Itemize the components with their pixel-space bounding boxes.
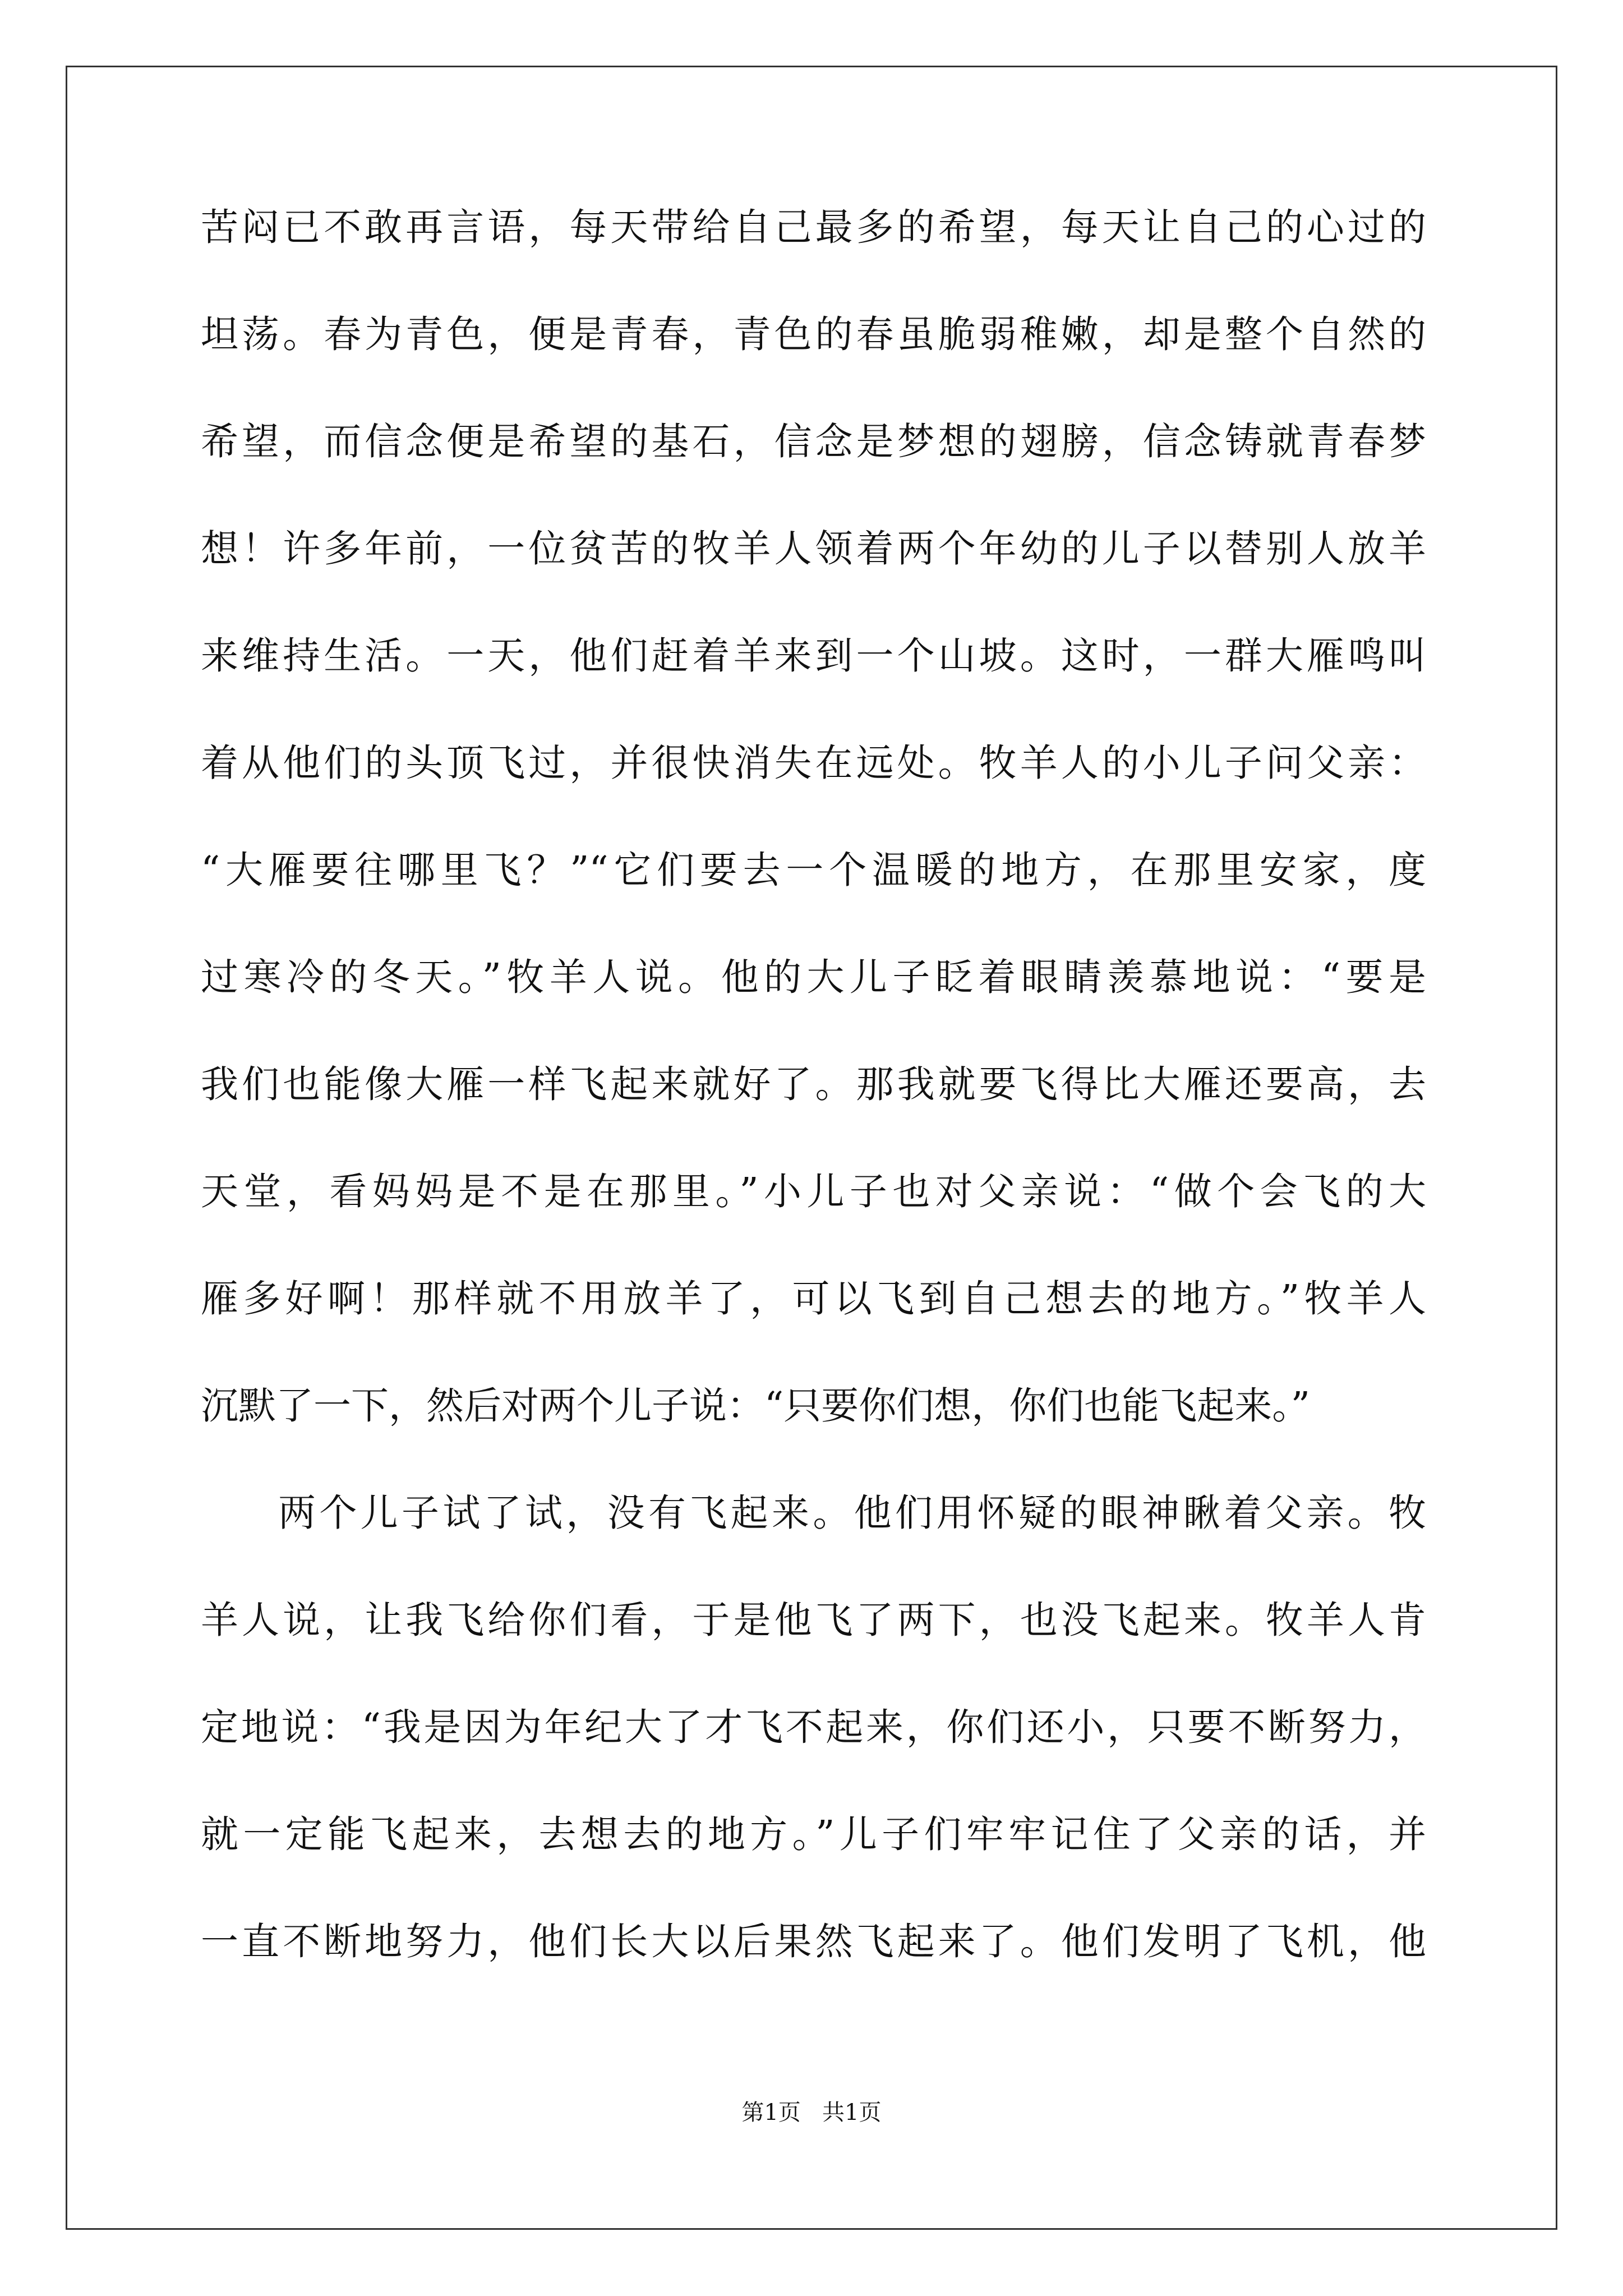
text-line: 想！许多年前，一位贫苦的牧羊人领着两个年幼的儿子以替别人放羊 [201, 527, 1426, 570]
text-line-paragraph-start: 两个儿子试了试，没有飞起来。他们用怀疑的眼神瞅着父亲。牧 [278, 1491, 1426, 1535]
document-body [201, 205, 1426, 2030]
text-line: 天堂，看妈妈是不是在那里。”小儿子也对父亲说：“做个会飞的大 [201, 1170, 1426, 1213]
text-line: 希望，而信念便是希望的基石，信念是梦想的翅膀，信念铸就青春梦 [201, 420, 1426, 463]
page-footer: 第1页 共1页 [741, 2100, 882, 2125]
text-line: 过寒冷的冬天。”牧羊人说。他的大儿子眨着眼睛羡慕地说：“要是 [201, 955, 1426, 999]
text-line: 坦荡。春为青色，便是青春，青色的春虽脆弱稚嫩，却是整个自然的 [201, 312, 1426, 356]
text-line: 就一定能飞起来，去想去的地方。”儿子们牢牢记住了父亲的话，并 [201, 1812, 1426, 1856]
text-line: 着从他们的头顶飞过，并很快消失在远处。牧羊人的小儿子问父亲： [201, 741, 1426, 785]
text-line: “大雁要往哪里飞？”“它们要去一个温暖的地方，在那里安家，度 [201, 848, 1426, 892]
text-line: 一直不断地努力，他们长大以后果然飞起来了。他们发明了飞机，他 [201, 1920, 1426, 1963]
text-line: 我们也能像大雁一样飞起来就好了。那我就要飞得比大雁还要高，去 [201, 1062, 1426, 1106]
text-line: 雁多好啊！那样就不用放羊了，可以飞到自己想去的地方。”牧羊人 [201, 1277, 1426, 1320]
text-line: 沉默了一下，然后对两个儿子说：“只要你们想，你们也能飞起来。” [201, 1384, 1311, 1428]
text-line: 苦闷已不敢再言语，每天带给自己最多的希望，每天让自己的心过的 [201, 205, 1426, 249]
text-line: 羊人说，让我飞给你们看，于是他飞了两下，也没飞起来。牧羊人肯 [201, 1598, 1426, 1642]
text-line: 定地说：“我是因为年纪大了才飞不起来，你们还小，只要不断努力， [201, 1705, 1426, 1749]
text-line: 来维持生活。一天，他们赶着羊来到一个山坡。这时，一群大雁鸣叫 [201, 634, 1426, 678]
